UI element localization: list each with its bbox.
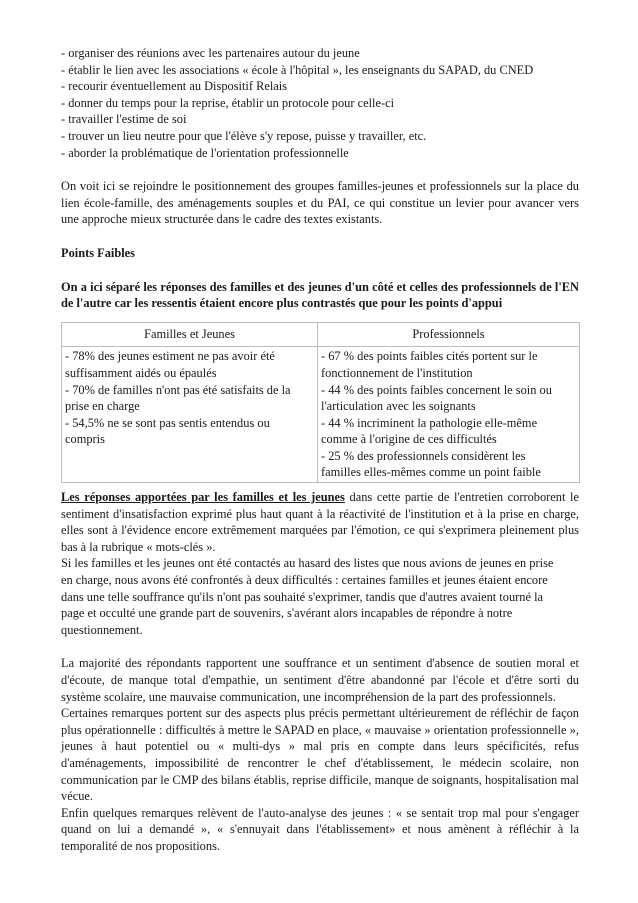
paragraph-line: questionnement. [61, 622, 143, 637]
paragraph-line: Si les familles et les jeunes ont été contactés au hasard des listes que nous avions de jeunes en prise [61, 556, 554, 571]
responses-rest: dans cette partie de l'entretien corroborent le sentiment d'insatisfaction exprimé plus haut quant à la réactivité de l'institution et à la prise en charge, elles sont à l'évidence encore extrêmement marquées par l'émotion, ce qui s'exprimera pleinement plus bas à la rubrique « mots-clés ». [61, 490, 580, 554]
cell-line: suffisamment aidés ou épaulés [65, 365, 217, 380]
paragraph-line: dans une telle souffrance qu'ils n'ont pas souhaité s'exprimer, tandis que d'autres avaient tourné la [61, 589, 544, 604]
responses-paragraph [61, 489, 579, 555]
cell-line: fonctionnement de l'institution [321, 365, 473, 380]
table-cell-professionals [318, 347, 580, 483]
contacted-paragraph [61, 555, 579, 638]
table-header-professionals: Professionnels [318, 322, 580, 347]
list-item: - donner du temps pour la reprise, établir un protocole pour celle-ci [61, 95, 395, 110]
finally-paragraph: Enfin quelques remarques relèvent de l'auto-analyse des jeunes : « se sentait trop mal pour s'engager quand on lui a demandé », « s'ennuyait dans l'établissement» et nous amènent à réfléchir à la temporalité de nos propositions. [61, 805, 579, 853]
list-item: - aborder la problématique de l'orientation professionnelle [61, 145, 349, 160]
cell-line: compris [65, 432, 105, 447]
cell-line: prise en charge [65, 399, 140, 414]
section-heading-weak-points: Points Faibles [61, 245, 136, 260]
responses-lead [61, 490, 345, 504]
cell-line: l'articulation avec les soignants [321, 399, 476, 414]
cell-line: - 67 % des points faibles cités portent sur le [321, 349, 538, 364]
list-item: - organiser des réunions avec les partenaires autour du jeune [61, 46, 360, 60]
remarks-paragraph: Certaines remarques portent sur des aspects plus précis permettant ultérieurement de réfléchir de façon plus opérationnelle : difficultés à mettre le SAPAD en place, « mauvaise » orientation professionnelle », jeunes à haut potentiel ou « multi-dys » mal pris en compte dans leurs spécificités, refus d'aménagements, impossibilité de rencontrer le chef d'établissement, le médecin scolaire, non communication par le CMP des bilans établis, reprise difficile, manque de soignants, hospitalisation mal vécue. [61, 706, 579, 804]
positioning-paragraph: On voit ici se rejoindre le positionnement des groupes familles-jeunes et professionnels sur la place du lien école-famille, des aménagements souples et du PAI, ce qui constitue un levier pour avancer vers une approche mieux structurée dans le cadre des textes existants. [61, 179, 579, 227]
document-page [61, 45, 579, 855]
cell-line: familles elles-mêmes comme un point faible [321, 465, 541, 480]
cell-line: - 78% des jeunes estiment ne pas avoir été [65, 349, 275, 364]
list-item: - trouver un lieu neutre pour que l'élève s'y repose, puisse y travailler, etc. [61, 128, 427, 143]
bold-intro-text: On a ici séparé les réponses des familles et des jeunes d'un côté et celles des professionnels de l'EN de l'autre car les ressentis étaient encore plus contrastés que pour les points d'appui [61, 279, 579, 311]
majority-paragraph: La majorité des répondants rapportent une souffrance et un sentiment d'absence de soutien moral et d'écoute, de manque total d'empathie, un sentiment d'être abandonné par l'école et d'être sorti du système scolaire, une mauvaise communication, une incompréhension de la part des professionnels. [61, 656, 579, 704]
cell-line: - 54,5% ne se sont pas sentis entendus ou [65, 415, 270, 430]
cell-line: - 44 % des points faibles concernent le soin ou [321, 382, 552, 397]
paragraph-line: en charge, nous avons été confrontés à deux difficultés : certaines familles et jeunes étaient encore [61, 573, 548, 588]
table-cell-families [62, 347, 318, 483]
list-item: - établir le lien avec les associations « école à l'hôpital », les enseignants du SAPAD, du CNED [61, 62, 534, 77]
cell-line: - 70% de familles n'ont pas été satisfaits de la [65, 382, 291, 397]
action-list [61, 45, 579, 161]
cell-line: - 44 % incriminent la pathologie elle-même [321, 415, 538, 430]
cell-line: - 25 % des professionnels considèrent les [321, 448, 526, 463]
list-item: - travailler l'estime de soi [61, 112, 187, 127]
paragraph-line: page et occulté une grande part de souvenirs, s'avérant alors incapables de répondre à notre [61, 606, 513, 621]
cell-line: comme à l'origine de ces difficultés [321, 432, 497, 447]
bold-intro-paragraph [61, 279, 579, 312]
table-header-families: Familles et Jeunes [62, 322, 318, 347]
list-item: - recourir éventuellement au Dispositif Relais [61, 79, 288, 94]
weak-points-table [61, 322, 580, 483]
responses-lead-text: Les réponses apportées par les familles et les jeunes [61, 490, 345, 505]
